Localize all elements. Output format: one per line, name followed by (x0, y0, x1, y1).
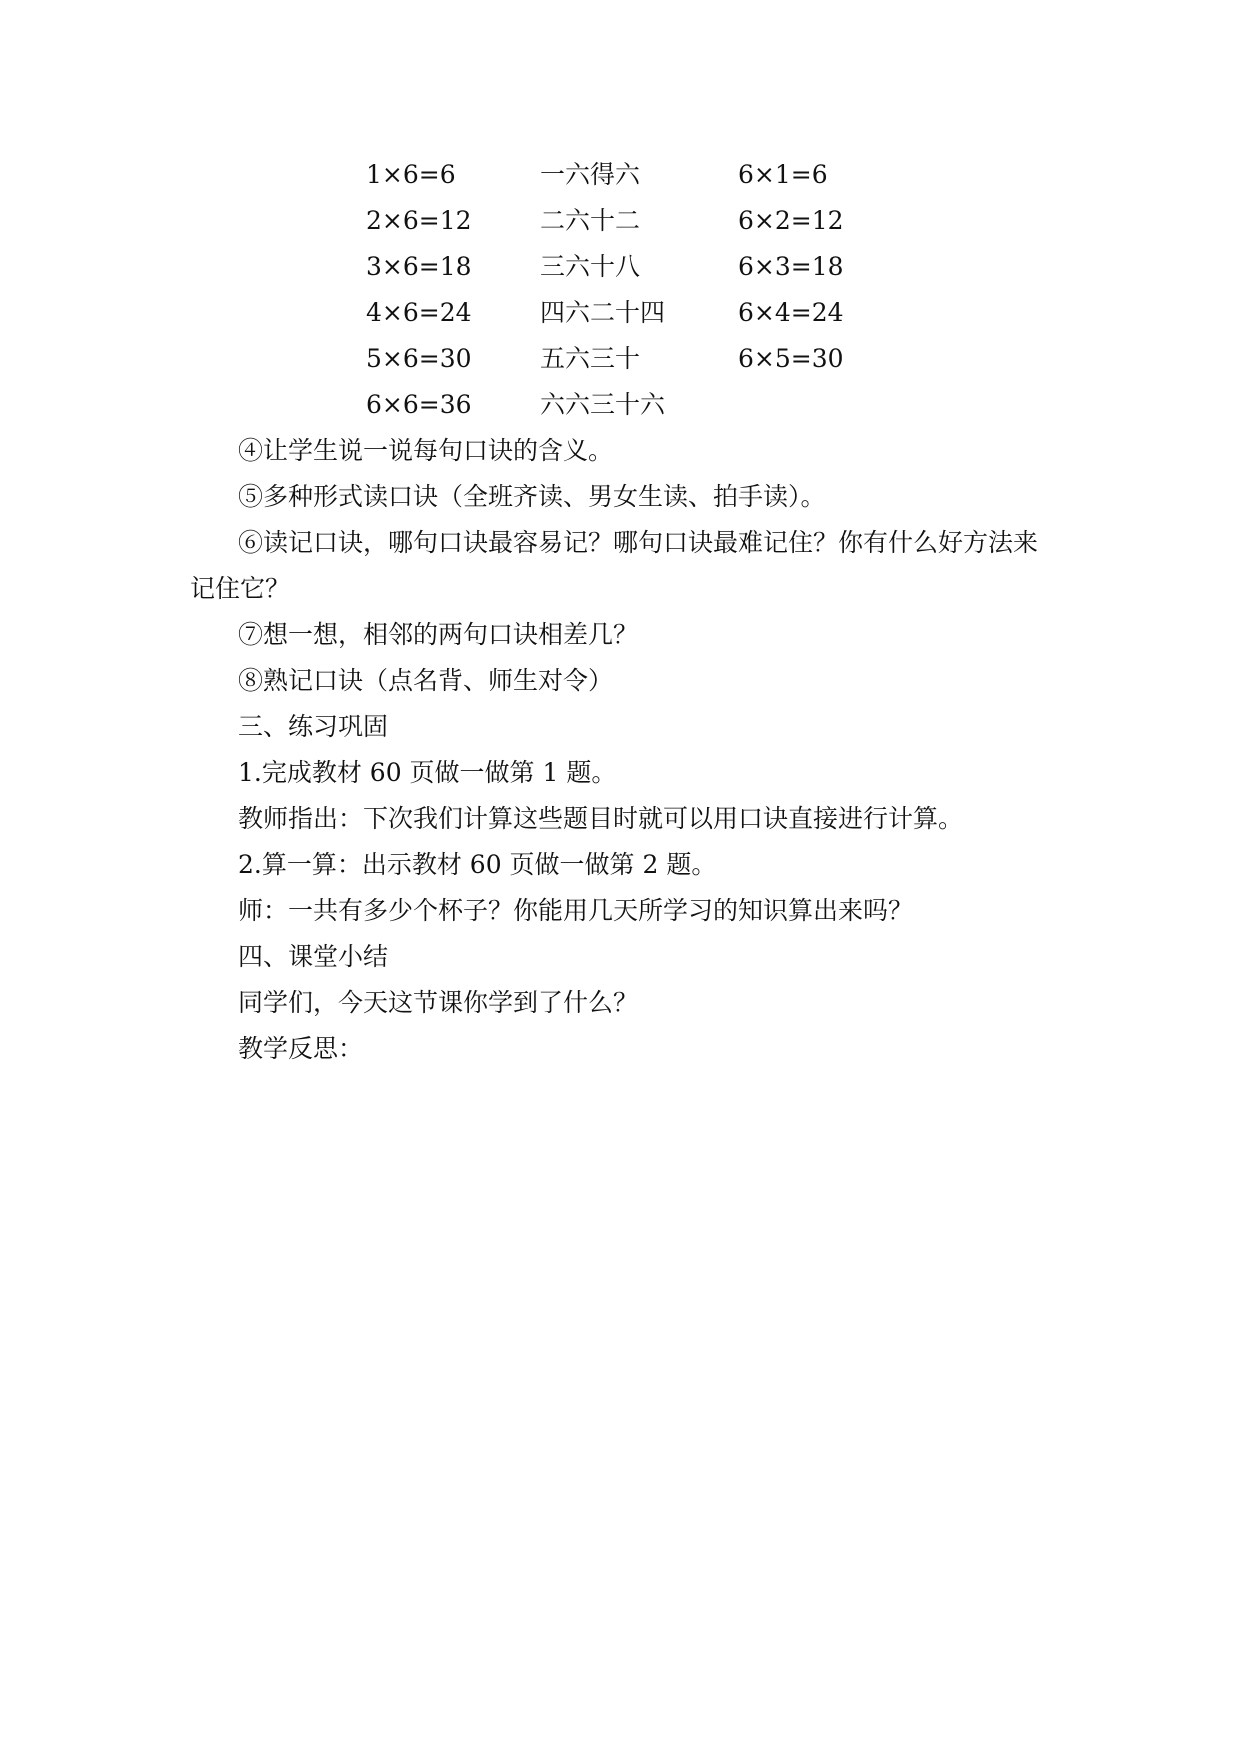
step-8-paragraph: ⑧熟记口诀（点名背、师生对令） (238, 666, 614, 695)
summary-question: 同学们，今天这节课你学到了什么？ (238, 988, 639, 1017)
teacher-question: 师：一共有多少个杯子？你能用几天所学习的知识算出来吗？ (238, 896, 914, 925)
commuted-equation-cell: 6×3=18 (738, 252, 844, 281)
equation-cell: 5×6=30 (366, 344, 472, 373)
exercise-2: 2.算一算：出示教材 60 页做一做第 2 题。 (238, 850, 717, 879)
section-heading-summary: 四、课堂小结 (238, 942, 389, 971)
equation-cell: 6×6=36 (366, 390, 472, 419)
equation-cell: 2×6=12 (366, 206, 472, 235)
rhyme-cell: 二六十二 (540, 206, 641, 235)
equation-cell: 4×6=24 (366, 298, 472, 327)
table-row (0, 250, 1241, 296)
teaching-reflection-label: 教学反思： (238, 1034, 364, 1063)
table-row (0, 204, 1241, 250)
step-7-paragraph: ⑦想一想，相邻的两句口诀相差几？ (238, 620, 639, 649)
step-5-paragraph: ⑤多种形式读口诀（全班齐读、男女生读、拍手读）。 (238, 482, 826, 511)
equation-cell: 1×6=6 (366, 160, 456, 189)
table-row (0, 158, 1241, 204)
step-6-paragraph-line1: ⑥读记口诀，哪句口诀最容易记？哪句口诀最难记住？你有什么好方法来 (238, 528, 1039, 557)
rhyme-cell: 三六十八 (540, 252, 641, 281)
commuted-equation-cell: 6×2=12 (738, 206, 844, 235)
teacher-note: 教师指出：下次我们计算这些题目时就可以用口诀直接进行计算。 (238, 804, 964, 833)
table-row (0, 388, 1241, 434)
equation-cell: 3×6=18 (366, 252, 472, 281)
lesson-body (0, 434, 1241, 1078)
rhyme-cell: 五六三十 (540, 344, 641, 373)
section-heading-practice: 三、练习巩固 (238, 712, 389, 741)
rhyme-cell: 四六二十四 (540, 298, 666, 327)
rhyme-cell: 一六得六 (540, 160, 641, 189)
commuted-equation-cell: 6×5=30 (738, 344, 844, 373)
table-row (0, 296, 1241, 342)
exercise-1: 1.完成教材 60 页做一做第 1 题。 (238, 758, 617, 787)
step-6-paragraph-line2: 记住它？ (190, 574, 291, 603)
table-row (0, 342, 1241, 388)
step-4-paragraph: ④让学生说一说每句口诀的含义。 (238, 436, 614, 465)
rhyme-cell: 六六三十六 (540, 390, 666, 419)
commuted-equation-cell: 6×1=6 (738, 160, 828, 189)
multiplication-rhyme-table (0, 158, 1241, 434)
commuted-equation-cell: 6×4=24 (738, 298, 844, 327)
